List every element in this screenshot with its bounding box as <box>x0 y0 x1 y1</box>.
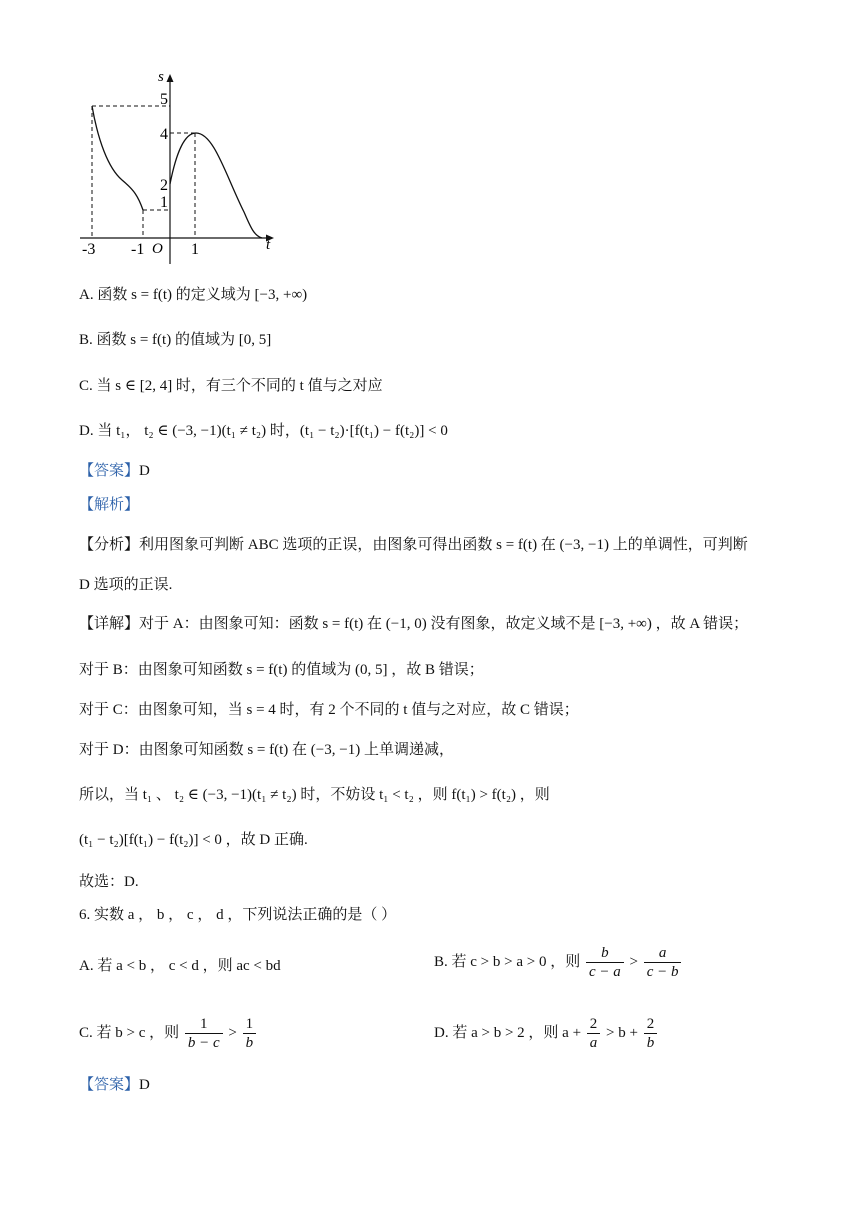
x-tick-neg1: -1 <box>131 241 145 258</box>
q6-b-den-1: c − a <box>588 964 621 980</box>
q5-xiangjie-line-1 <box>79 614 748 634</box>
q5-option-d: D. 当 t₁， t₂ ∈ (−3, −1)(t₁ ≠ t₂) 时，(t₁ − t₂)·[f(t₁) − f(t₂)] < 0 <box>79 423 448 439</box>
q6-b-num-2: a <box>644 944 682 963</box>
analysis-tag: 【解析】 <box>79 497 140 513</box>
q6-b-num-1: b <box>586 944 624 963</box>
x-axis-label: t <box>266 237 271 253</box>
q5-select: 故选：D. <box>79 874 139 890</box>
q6-option-b <box>434 944 683 981</box>
xiangjie-text-1: 对于 A：由图象可知：函数 s = f(t) 在 (−1, 0) 没有图象，故定义域不是 [−3, +∞) ，故 A 错误； <box>139 616 749 632</box>
function-graph <box>0 0 868 280</box>
q5-xiangjie-line-2: 对于 B：由图象可知函数 s = f(t) 的值域为 (0, 5] ，故 B 错误； <box>79 662 484 678</box>
q5-xiangjie-line-3: 对于 C：由图象可知，当 s = 4 时，有 2 个不同的 t 值与之对应，故 C 错误； <box>79 702 579 718</box>
q6-c-op: > <box>228 1024 237 1041</box>
q5-option-c: C. 当 s ∈ [2, 4] 时，有三个不同的 t 值与之对应 <box>79 378 383 394</box>
q6-answer-value: D <box>139 1077 150 1093</box>
q6-option-c <box>79 1015 258 1052</box>
q6-option-a: A. 若 a < b ， c < d ，则 ac < bd <box>79 958 281 974</box>
q6-d-den-1: a <box>589 1035 598 1051</box>
q5-xiangjie-line-6: (t₁ − t₂)[f(t₁) − f(t₂)] < 0 ，故 D 正确. <box>79 832 308 848</box>
q5-answer <box>79 461 150 481</box>
y-tick-4: 4 <box>160 126 168 143</box>
q6-b-den-2: c − b <box>646 964 679 980</box>
q6-answer-tag: 【答案】 <box>79 1077 140 1093</box>
q6-option-d <box>434 1015 659 1052</box>
q6-d-prefix: D. 若 a > b > 2 ，则 a + <box>434 1024 582 1041</box>
q5-fenxi-line-1 <box>79 535 748 555</box>
q6-d-num-2: 2 <box>644 1015 658 1034</box>
curve-right <box>170 133 262 238</box>
q5-analysis-heading <box>79 495 139 515</box>
q6-b-fraction-2 <box>644 944 682 981</box>
x-tick-neg3: -3 <box>82 241 96 258</box>
q6-b-fraction-1 <box>586 944 624 981</box>
q6-d-fraction-2 <box>644 1015 658 1052</box>
q6-c-fraction-2 <box>243 1015 257 1052</box>
fenxi-tag: 【分析】 <box>79 537 140 553</box>
q6-d-mid: > b + <box>606 1024 638 1041</box>
y-tick-1: 1 <box>160 194 168 211</box>
x-tick-1: 1 <box>191 241 199 258</box>
q6-c-den-1: b − c <box>187 1035 220 1051</box>
fenxi-text-1: 利用图象可判断 ABC 选项的正误，由图象可得出函数 s = f(t) 在 (−3, −1) 上的单调性，可判断 <box>139 537 748 553</box>
answer-tag: 【答案】 <box>79 463 140 479</box>
y-tick-2: 2 <box>160 177 168 194</box>
q6-c-den-2: b <box>245 1035 254 1051</box>
dashed-guides <box>92 106 195 238</box>
q6-answer <box>79 1075 150 1095</box>
q5-option-a: A. 函数 s = f(t) 的定义域为 [−3, +∞) <box>79 287 308 303</box>
q5-option-b: B. 函数 s = f(t) 的值域为 [0, 5] <box>79 332 272 348</box>
curve-left <box>92 106 143 210</box>
q5-fenxi-line-2: D 选项的正误. <box>79 577 173 593</box>
q6-d-num-1: 2 <box>587 1015 601 1034</box>
q6-c-num-1: 1 <box>185 1015 223 1034</box>
q6-c-num-2: 1 <box>243 1015 257 1034</box>
q5-xiangjie-line-4: 对于 D：由图象可知函数 s = f(t) 在 (−3, −1) 上单调递减， <box>79 742 454 758</box>
q6-d-den-2: b <box>646 1035 655 1051</box>
y-tick-5: 5 <box>160 91 168 108</box>
q6-c-prefix: C. 若 b > c ，则 <box>79 1024 180 1041</box>
answer-value: D <box>139 463 150 479</box>
q6-d-fraction-1 <box>587 1015 601 1052</box>
q6-c-fraction-1 <box>185 1015 223 1052</box>
y-axis-label: s <box>158 69 164 85</box>
q6-stem: 6. 实数 a ， b ， c ， d ，下列说法正确的是（ ） <box>79 907 397 923</box>
q6-b-op: > <box>629 953 638 970</box>
q5-xiangjie-line-5: 所以，当 t₁ 、 t₂ ∈ (−3, −1)(t₁ ≠ t₂) 时，不妨设 t₁ < t₂ ，则 f(t₁) > f(t₂) ，则 <box>79 787 550 803</box>
origin-label: O <box>152 241 163 257</box>
xiangjie-tag: 【详解】 <box>79 616 140 632</box>
y-axis-arrow <box>167 74 174 82</box>
q6-b-prefix: B. 若 c > b > a > 0 ，则 <box>434 953 581 970</box>
